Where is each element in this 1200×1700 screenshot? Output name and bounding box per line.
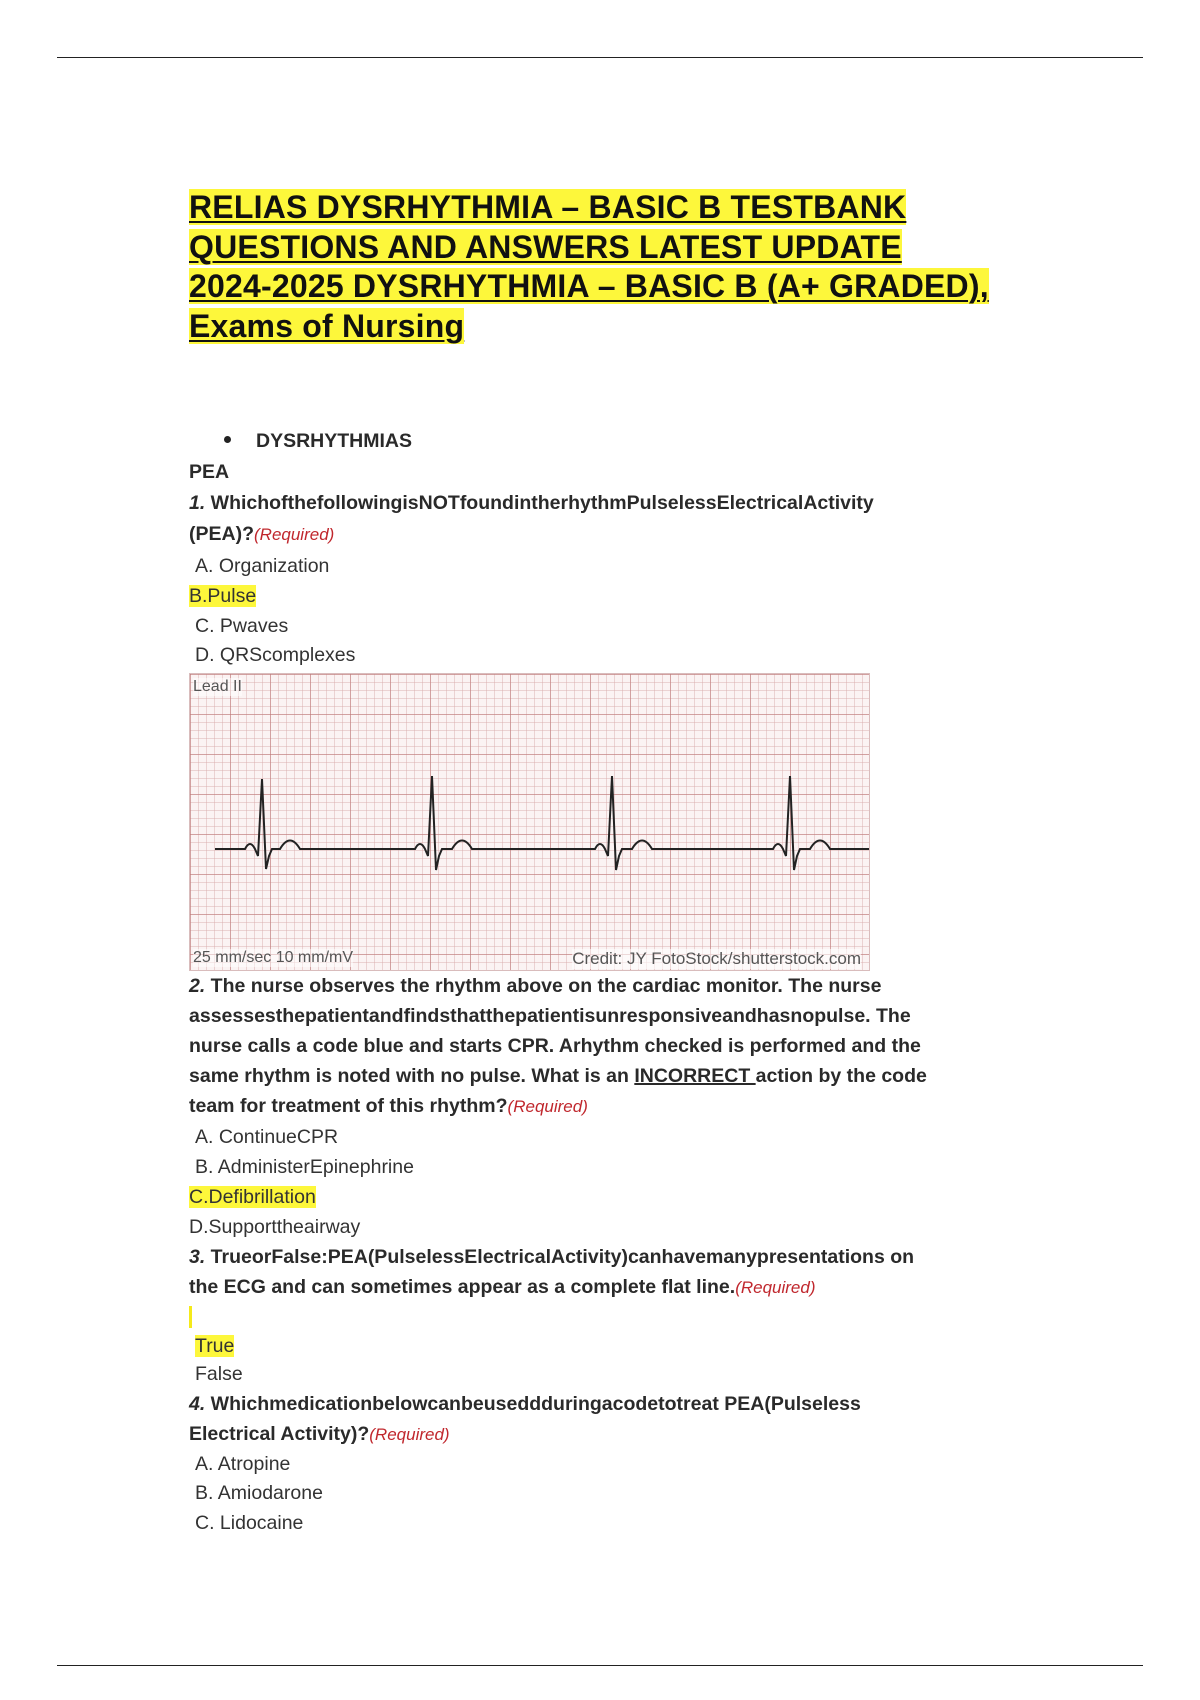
question-2-line-3: nurse calls a code blue and starts CPR. Arhythm checked is performed and the — [189, 1035, 921, 1057]
title-line-1: RELIAS DYSRHYTHMIA – BASIC B TESTBANK — [189, 189, 907, 225]
question-2-option-c — [189, 1184, 316, 1210]
question-2-line-2: assessesthepatientandfindsthatthepatientisunresponsiveandhasnopulse. The — [189, 1005, 911, 1027]
question-2-text-4b: action by the code — [755, 1065, 927, 1087]
highlighted-answer: C.Defibrillation — [189, 1186, 316, 1208]
question-1-option-d: D. QRScomplexes — [195, 644, 356, 666]
question-4-text-1: Whichmedicationbelowcanbeuseddduringacodetotreat PEA(Pulseless — [205, 1393, 861, 1415]
question-2-text-5: team for treatment of this rhythm? — [189, 1095, 508, 1117]
question-1-line-1 — [189, 490, 874, 516]
title-line-3: 2024-2025 DYSRHYTHMIA – BASIC B (A+ GRADED), — [189, 268, 989, 304]
question-2-text-1: The nurse observes the rhythm above on the cardiac monitor. The nurse — [205, 975, 882, 997]
ecg-scale-label: 25 mm/sec 10 mm/mV — [193, 949, 354, 966]
section-heading — [224, 430, 412, 453]
highlighted-answer: B.Pulse — [189, 585, 257, 607]
question-1-option-c: C. Pwaves — [195, 615, 289, 637]
question-4-line-1 — [189, 1391, 861, 1417]
question-number: 2. — [189, 975, 206, 997]
ecg-waveform — [190, 674, 869, 970]
question-3-line-1 — [189, 1244, 914, 1270]
question-2-line-5 — [189, 1093, 588, 1120]
question-1-text-2: (PEA)? — [189, 523, 254, 545]
required-label: (Required) — [369, 1425, 450, 1444]
question-3-text-2: the ECG and can sometimes appear as a complete flat line. — [189, 1276, 736, 1298]
question-3-option-true — [195, 1333, 234, 1359]
question-number: 3. — [189, 1246, 206, 1268]
highlighted-answer: True — [195, 1335, 235, 1357]
document-title — [189, 188, 1089, 346]
required-label: (Required) — [507, 1097, 588, 1116]
question-4-option-a: A. Atropine — [195, 1453, 291, 1475]
question-number: 1. — [189, 492, 206, 514]
bottom-rule — [57, 1665, 1143, 1666]
ecg-lead-label: Lead II — [193, 678, 242, 695]
question-1-option-b — [189, 583, 256, 609]
question-1-text-1: WhichofthefollowingisNOTfoundintherhythmPulselessElectricalActivity — [205, 492, 874, 514]
highlight-mark — [189, 1306, 192, 1328]
ecg-credit: Credit: JY FotoStock/shutterstock.com — [572, 949, 861, 968]
question-4-text-2: Electrical Activity)? — [189, 1423, 370, 1445]
section-label: DYSRHYTHMIAS — [256, 430, 413, 452]
question-3-option-false: False — [195, 1363, 243, 1385]
question-4-line-2 — [189, 1421, 450, 1448]
title-line-2: QUESTIONS AND ANSWERS LATEST UPDATE — [189, 228, 902, 265]
question-4-option-c: C. Lidocaine — [195, 1512, 304, 1534]
question-2-option-b: B. AdministerEpinephrine — [195, 1156, 414, 1178]
required-label: (Required) — [254, 525, 335, 544]
question-3-text-1: TrueorFalse:PEA(PulselessElectricalActivity)canhavemanypresentations on — [205, 1246, 915, 1268]
bullet-icon — [224, 436, 231, 443]
question-2-line-4 — [189, 1063, 927, 1089]
question-1-line-2 — [189, 521, 334, 548]
top-rule — [57, 57, 1143, 58]
subsection-heading: PEA — [189, 461, 230, 483]
title-line-4: Exams of Nursing — [189, 307, 465, 344]
question-2-line-1 — [189, 973, 881, 999]
question-1-option-a: A. Organization — [195, 555, 330, 577]
question-2-option-d: D.Supporttheairway — [189, 1216, 361, 1238]
question-2-text-4a: same rhythm is noted with no pulse. What is an — [189, 1065, 635, 1087]
question-2-option-a: A. ContinueCPR — [195, 1126, 339, 1148]
question-3-line-2 — [189, 1274, 816, 1301]
ecg-strip-image — [189, 673, 870, 971]
question-number: 4. — [189, 1393, 206, 1415]
question-4-option-b: B. Amiodarone — [195, 1482, 323, 1504]
required-label: (Required) — [735, 1278, 816, 1297]
incorrect-emphasis: INCORRECT — [634, 1065, 756, 1087]
